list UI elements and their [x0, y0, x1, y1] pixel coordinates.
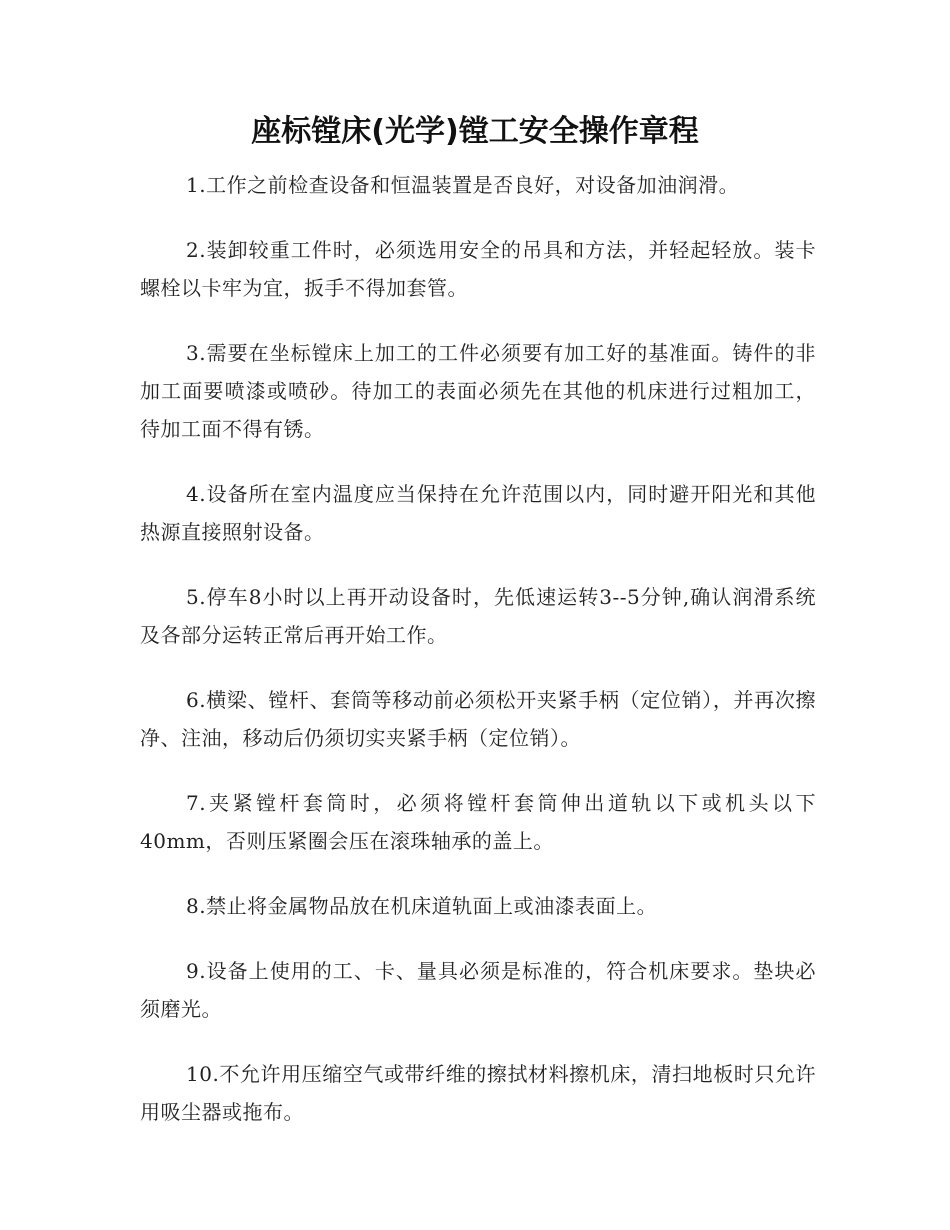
paragraph-4: 4.设备所在室内温度应当保持在允许范围以内，同时避开阳光和其他热源直接照射设备。 — [140, 482, 816, 544]
paragraph-9: 9.设备上使用的工、卡、量具必须是标准的，符合机床要求。垫块必须磨光。 — [140, 959, 816, 1021]
paragraph-1: 1.工作之前检查设备和恒温装置是否良好，对设备加油润滑。 — [186, 173, 740, 197]
paragraph-3: 3.需要在坐标镗床上加工的工件必须要有加工好的基准面。铸件的非加工面要喷漆或喷砂。待加工的表面必须先在其他的机床进行过粗加工，待加工面不得有锈。 — [140, 341, 816, 441]
paragraph-5: 5.停车8小时以上再开动设备时，先低速运转3--5分钟,确认润滑系统及各部分运转正常后再开始工作。 — [140, 585, 816, 647]
paragraph-10: 10.不允许用压缩空气或带纤维的擦拭材料擦机床，清扫地板时只允许用吸尘器或拖布。 — [140, 1062, 816, 1124]
paragraph-8: 8.禁止将金属物品放在机床道轨面上或油漆表面上。 — [186, 894, 658, 918]
paragraph-7: 7.夹紧镗杆套筒时，必须将镗杆套筒伸出道轨以下或机头以下40mm，否则压紧圈会压在滚珠轴承的盖上。 — [140, 791, 816, 853]
paragraph-2: 2.装卸较重工件时，必须选用安全的吊具和方法，并轻起轻放。装卡螺栓以卡牢为宜，扳手不得加套管。 — [140, 238, 816, 300]
paragraph-6: 6.横梁、镗杆、套筒等移动前必须松开夹紧手柄（定位销），并再次擦净、注油，移动后仍须切实夹紧手柄（定位销）。 — [140, 688, 816, 750]
document-body — [140, 166, 816, 1158]
document-title: 座标镗床(光学)镗工安全操作章程 — [251, 114, 699, 149]
